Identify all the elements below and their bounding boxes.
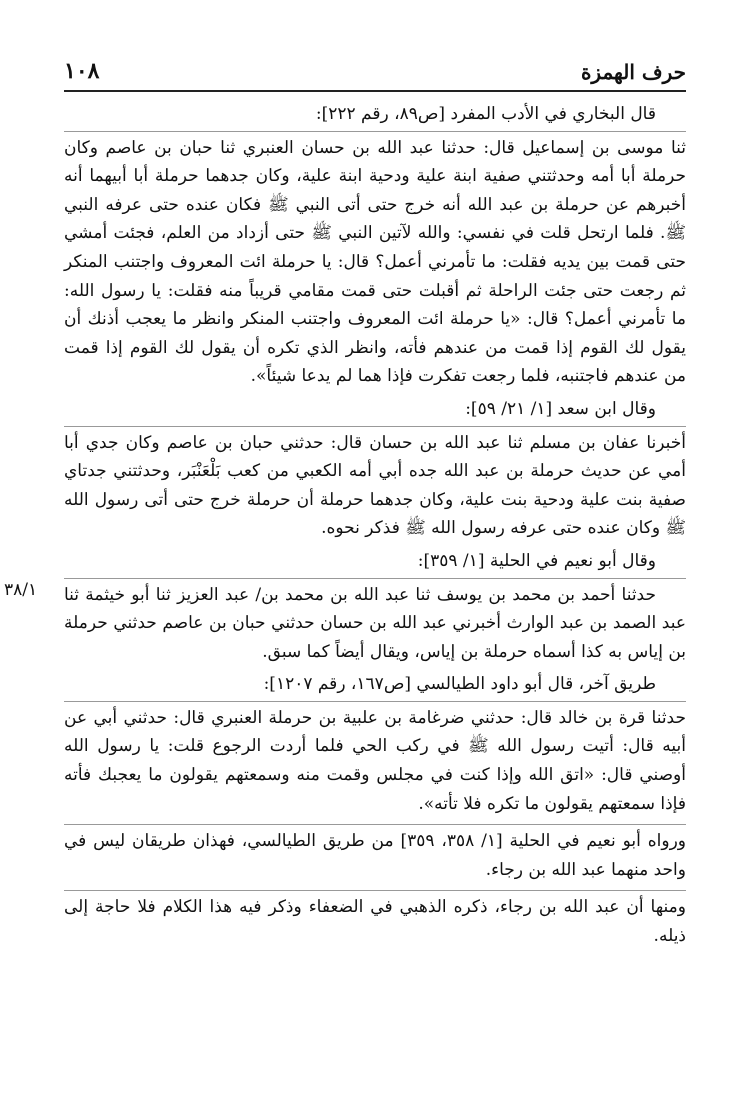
commentary-paragraph: ومنها أن عبد الله بن رجاء، ذكره الذهبي في الضعفاء وذكر فيه هذا الكلام فلا حاجة إلى ذيله. [64, 890, 686, 950]
hadith-narration: أخبرنا عفان بن مسلم ثنا عبد الله بن حسان قال: حدثني حبان بن عاصم وكان جدي أبا أمي عن حديث حرملة بن عبد الله جده أبي أمه الكعبي من كعب بَلْعَنْبَر، وحدثتني جدتاي صفية بنت علية ودحية بنت علية، وكان جدهما حرملة أن حرملة خرج حتى أتى رسول الله ﷺ وكان عنده حتى عرفه رسول الله ﷺ فذكر نحوه. [64, 426, 686, 543]
source-citation: وقال أبو نعيم في الحلية [١/ ٣٥٩]: [417, 550, 656, 571]
margin-reference: ٣٨/١ [4, 579, 38, 600]
hadith-narration: حدثنا أحمد بن محمد بن يوسف ثنا عبد الله بن محمد بن/ عبد العزيز ثنا أبو خيثمة ثنا عبد الصمد بن عبد الوارث أخبرني عبد الله بن حسان حدثني حبان بن عاصم حدثني حرملة بن إياس به كذا أسماه حرملة بن إياس، ويقال أيضاً كما سبق. [64, 578, 686, 667]
source-citation: طريق آخر، قال أبو داود الطيالسي [ص١٦٧، رقم ١٢٠٧]: [263, 674, 656, 695]
commentary-paragraph: ورواه أبو نعيم في الحلية [١/ ٣٥٨، ٣٥٩] من طريق الطيالسي، فهذان طريقان ليس في واحد منهما عبد الله بن رجاء. [64, 824, 686, 884]
hadith-narration: ثنا موسى بن إسماعيل قال: حدثنا عبد الله بن حسان العنبري ثنا حبان بن عاصم وكان حرملة أبا أمه وحدثتني صفية ابنة علية ودحية ابنة علية، وكان جدهما حرملة أبا أبيهما أنه أخبرهم عن حرملة بن عبد الله أنه خرج حتى أتى النبي ﷺ فكان عنده حتى عرفه النبي ﷺ. فلما ارتحل قلت في نفسي: والله لآتين النبي ﷺ حتى أزداد من العلم، فجئت أمشي حتى قمت بين يديه فقلت: ما تأمرني أعمل؟ قال: يا حرملة ائت المعروف واجتنب المنكر ثم رجعت حتى جئت الراحلة ثم أقبلت حتى قمت مقامي قريباً منه فقلت: يا رسول الله: ما تأمرني أعمل؟ قال: «يا حرملة ائت المعروف واجتنب المنكر وانظر ما يعجب أذنك أن يقول لك القوم إذا قمت من عندهم فأته، وانظر الذي تكره أن يقول لك القوم إذا قمت من عندهم فاجتنبه، فلما رجعت تفكرت فإذا هما لم يدعا شيئاً». [64, 131, 686, 391]
page-body [4, 100, 687, 951]
page-header [64, 58, 686, 92]
source-citation: قال البخاري في الأدب المفرد [ص٨٩، رقم ٢٢٢]: [315, 104, 656, 124]
chapter-title: حرف الهمزة [580, 60, 686, 84]
source-citation: وقال ابن سعد [١/ ٢١/ ٥٩]: [465, 398, 656, 419]
narration-with-margin-ref [4, 578, 686, 667]
page-number: ١٠٨ [64, 58, 100, 84]
hadith-narration: حدثنا قرة بن خالد قال: حدثني ضرغامة بن علبية بن حرملة العنبري قال: حدثني أبي عن أبيه قال: أتيت رسول الله ﷺ في ركب الحي فلما أردت الرجوع قلت: يا رسول الله أوصني قال: «اتق الله وإذا كنت في مجلس وقمت منه وسمعتهم يقولون ما يعجبك فأته فإذا سمعتهم يقولون ما تكره فلا تأته». [64, 701, 686, 818]
